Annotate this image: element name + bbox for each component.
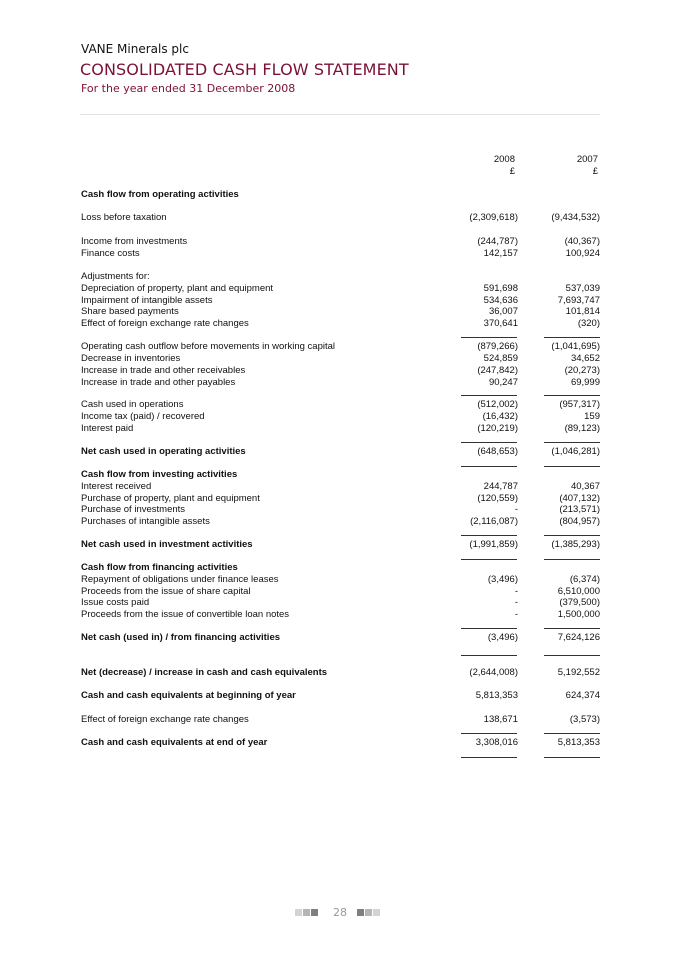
value-2008: 244,787 — [483, 481, 518, 492]
table-row — [0, 271, 680, 283]
row-label: Impairment of intangible assets — [81, 295, 213, 306]
value-2007: 5,192,552 — [557, 667, 600, 678]
value-2008: (512,002) — [477, 399, 518, 410]
table-row — [0, 423, 680, 435]
row-label: Interest received — [81, 481, 152, 492]
table-row — [0, 446, 680, 458]
total-underline — [461, 733, 517, 734]
table-row — [0, 516, 680, 528]
row-label: Loss before taxation — [81, 212, 167, 223]
value-2008: 138,671 — [483, 714, 518, 725]
row-label: Purchases of intangible assets — [81, 516, 210, 527]
total-underline — [544, 559, 600, 560]
table-row — [0, 667, 680, 679]
table-row — [0, 597, 680, 609]
row-label: Cash flow from investing activities — [81, 469, 238, 480]
value-2008: - — [514, 597, 518, 608]
total-underline — [544, 733, 600, 734]
value-2008: 534,636 — [483, 295, 518, 306]
footer-square-icon — [373, 909, 380, 916]
column-currency-2008: £ — [509, 166, 515, 177]
row-label: Share based payments — [81, 306, 179, 317]
row-label: Effect of foreign exchange rate changes — [81, 714, 249, 725]
value-2007: (3,573) — [569, 714, 600, 725]
table-row — [0, 283, 680, 295]
table-row — [0, 306, 680, 318]
value-2008: - — [514, 609, 518, 620]
row-label: Finance costs — [81, 248, 140, 259]
table-row — [0, 609, 680, 621]
row-label: Purchase of investments — [81, 504, 186, 515]
row-label: Cash flow from financing activities — [81, 562, 238, 573]
footer-square-icon — [303, 909, 310, 916]
value-2008: 591,698 — [483, 283, 518, 294]
row-label: Purchase of property, plant and equipment — [81, 493, 260, 504]
total-underline — [461, 395, 517, 396]
value-2008: 524,859 — [483, 353, 518, 364]
total-underline — [544, 442, 600, 443]
value-2007: 101,814 — [565, 306, 600, 317]
value-2007: (407,132) — [559, 493, 600, 504]
value-2008: (2,309,618) — [469, 212, 518, 223]
total-underline — [461, 655, 517, 656]
value-2007: (89,123) — [564, 423, 600, 434]
total-underline — [544, 757, 600, 758]
row-label: Income from investments — [81, 236, 188, 247]
row-label: Effect of foreign exchange rate changes — [81, 318, 249, 329]
table-row — [0, 212, 680, 224]
row-label: Repayment of obligations under finance leases — [81, 574, 279, 585]
value-2008: 5,813,353 — [475, 690, 518, 701]
total-underline — [461, 757, 517, 758]
row-label: Increase in trade and other payables — [81, 377, 236, 388]
footer-square-icon — [311, 909, 318, 916]
row-label: Proceeds from the issue of share capital — [81, 586, 251, 597]
total-underline — [544, 628, 600, 629]
table-row — [0, 353, 680, 365]
table-row — [0, 318, 680, 330]
row-label: Increase in trade and other receivables — [81, 365, 246, 376]
column-currency-2007: £ — [592, 166, 598, 177]
value-2007: (1,041,695) — [551, 341, 600, 352]
table-row — [0, 632, 680, 644]
row-label: Cash flow from operating activities — [81, 189, 239, 200]
footer-square-icon — [295, 909, 302, 916]
table-row — [0, 504, 680, 516]
footer-square-icon — [357, 909, 364, 916]
table-row — [0, 469, 680, 481]
table-row — [0, 690, 680, 702]
value-2007: (40,367) — [564, 236, 600, 247]
value-2007: (1,046,281) — [551, 446, 600, 457]
value-2007: (379,500) — [559, 597, 600, 608]
value-2008: (3,496) — [487, 632, 518, 643]
value-2007: 5,813,353 — [557, 737, 600, 748]
column-year-2007: 2007 — [576, 154, 598, 165]
row-label: Net (decrease) / increase in cash and cash equivalents — [81, 667, 328, 678]
table-row — [0, 539, 680, 551]
row-label: Issue costs paid — [81, 597, 150, 608]
row-label: Net cash used in operating activities — [81, 446, 246, 457]
total-underline — [461, 442, 517, 443]
total-underline — [461, 337, 517, 338]
value-2007: (1,385,293) — [551, 539, 600, 550]
table-row — [0, 737, 680, 749]
total-underline — [544, 395, 600, 396]
row-label: Proceeds from the issue of convertible loan notes — [81, 609, 290, 620]
table-row — [0, 248, 680, 260]
value-2008: (879,266) — [477, 341, 518, 352]
value-2007: (9,434,532) — [551, 212, 600, 223]
value-2008: (247,842) — [477, 365, 518, 376]
value-2007: (20,273) — [564, 365, 600, 376]
value-2008: (1,991,859) — [469, 539, 518, 550]
page-number: 28 — [333, 906, 347, 919]
table-row — [0, 481, 680, 493]
value-2008: (648,653) — [477, 446, 518, 457]
value-2007: (957,317) — [559, 399, 600, 410]
header-divider — [80, 114, 600, 115]
row-label: Adjustments for: — [81, 271, 150, 282]
row-label: Income tax (paid) / recovered — [81, 411, 205, 422]
table-row — [0, 399, 680, 411]
table-row — [0, 714, 680, 726]
total-underline — [544, 655, 600, 656]
row-label: Cash and cash equivalents at beginning of year — [81, 690, 296, 701]
table-row — [0, 411, 680, 423]
value-2007: (213,571) — [559, 504, 600, 515]
value-2007: 34,652 — [570, 353, 600, 364]
table-row — [0, 236, 680, 248]
row-label: Net cash used in investment activities — [81, 539, 253, 550]
value-2007: 159 — [584, 411, 600, 422]
value-2008: (2,116,087) — [470, 516, 518, 527]
company-name: VANE Minerals plc — [81, 42, 189, 56]
table-row — [0, 562, 680, 574]
row-label: Cash used in operations — [81, 399, 184, 410]
row-label: Net cash (used in) / from financing activities — [81, 632, 281, 643]
table-row — [0, 341, 680, 353]
total-underline — [461, 466, 517, 467]
row-label: Cash and cash equivalents at end of year — [81, 737, 268, 748]
value-2008: (244,787) — [477, 236, 518, 247]
value-2007: 100,924 — [565, 248, 600, 259]
table-row — [0, 189, 680, 201]
page-footer — [0, 906, 680, 920]
value-2007: 69,999 — [570, 377, 600, 388]
column-year-2008: 2008 — [493, 154, 515, 165]
value-2007: 624,374 — [565, 690, 600, 701]
total-underline — [544, 535, 600, 536]
footer-square-icon — [365, 909, 372, 916]
value-2007: 6,510,000 — [557, 586, 600, 597]
value-2008: 3,308,016 — [475, 737, 518, 748]
value-2008: - — [514, 504, 518, 515]
value-2007: 1,500,000 — [557, 609, 600, 620]
value-2008: (16,432) — [482, 411, 518, 422]
value-2008: (120,559) — [477, 493, 518, 504]
row-label: Depreciation of property, plant and equipment — [81, 283, 274, 294]
page-subtitle: For the year ended 31 December 2008 — [81, 82, 296, 95]
value-2007: 7,693,747 — [557, 295, 600, 306]
total-underline — [461, 628, 517, 629]
table-row — [0, 365, 680, 377]
value-2008: (3,496) — [487, 574, 518, 585]
value-2007: 537,039 — [565, 283, 600, 294]
value-2007: (320) — [577, 318, 600, 329]
value-2008: (120,219) — [477, 423, 518, 434]
value-2008: 36,007 — [488, 306, 518, 317]
total-underline — [461, 535, 517, 536]
value-2008: (2,644,008) — [469, 667, 518, 678]
value-2007: (6,374) — [569, 574, 600, 585]
value-2008: 142,157 — [483, 248, 518, 259]
total-underline — [461, 559, 517, 560]
value-2007: 7,624,126 — [557, 632, 600, 643]
row-label: Interest paid — [81, 423, 134, 434]
row-label: Decrease in inventories — [81, 353, 181, 364]
table-row — [0, 377, 680, 389]
total-underline — [544, 337, 600, 338]
table-row — [0, 574, 680, 586]
row-label: Operating cash outflow before movements in working capital — [81, 341, 335, 352]
value-2007: (804,957) — [559, 516, 600, 527]
value-2007: 40,367 — [570, 481, 600, 492]
total-underline — [544, 466, 600, 467]
page-title: CONSOLIDATED CASH FLOW STATEMENT — [80, 60, 409, 79]
value-2008: 90,247 — [488, 377, 518, 388]
value-2008: - — [514, 586, 518, 597]
value-2008: 370,641 — [483, 318, 518, 329]
